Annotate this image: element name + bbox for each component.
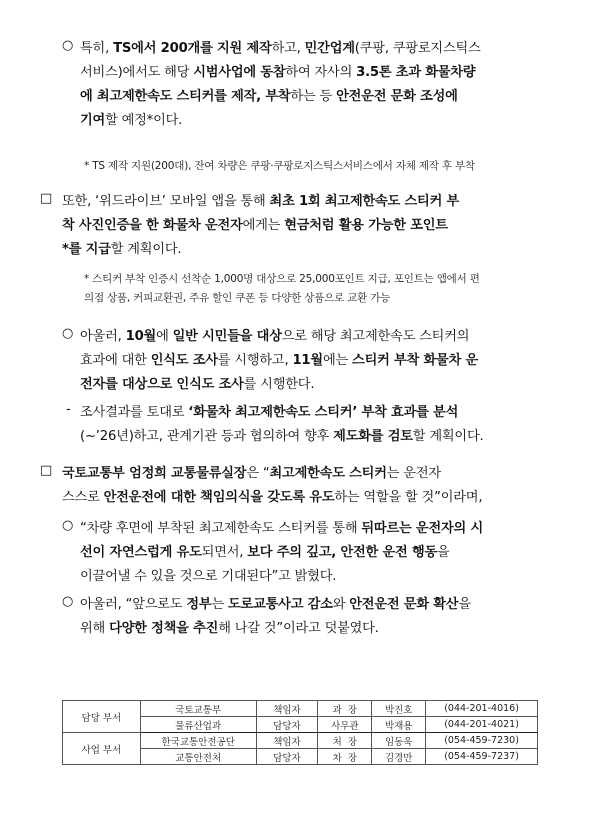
text-run: 스스로 (62, 490, 104, 505)
text-run: * TS 제작 지원(200대), 잔여 차량은 쿠팡·쿠팡로지스틱스서비스에서 자체 제작 후 부착 (84, 160, 475, 172)
contact-name: 박진호 (372, 701, 426, 717)
contact-category: 담당 부서 (63, 701, 141, 733)
text-line (80, 85, 481, 109)
text-run: “차량 후면에 부착된 최고제한속도 스티커를 통해 (80, 521, 362, 536)
text-line (80, 109, 481, 133)
text-run: 할 예정*이다. (105, 113, 183, 128)
text-line (80, 61, 481, 85)
contact-title: 차 장 (318, 749, 372, 765)
text-line (80, 401, 483, 425)
footnote-ts-support (84, 157, 475, 176)
bold-text-run: 10월 (125, 329, 157, 344)
text-line (80, 565, 483, 589)
text-run: 을 (437, 545, 450, 560)
text-run: 할 계획이다. (110, 242, 182, 257)
text-run: 할 계획이다. (412, 429, 484, 444)
text-run: 를 시행하고, (217, 353, 293, 368)
paragraph-quote-continued (80, 517, 483, 589)
text-run: 의점 상품, 커피교환권, 주유 할인 쿠폰 등 다양한 상품으로 교환 가능 (84, 292, 391, 304)
text-run: 를 시행한다. (243, 377, 315, 392)
circle-bullet-icon: ○ (62, 38, 74, 53)
bold-text-run: 기여 (80, 113, 106, 128)
paragraph-withdrive-points (62, 190, 459, 262)
text-run: 이끌어낼 수 있을 것으로 기대된다”고 밝혔다. (80, 569, 337, 584)
text-line (80, 373, 478, 397)
text-run: 하여 자사의 (285, 65, 357, 80)
bold-text-run: 11월 (292, 353, 323, 368)
text-line (80, 517, 483, 541)
contact-role: 담당자 (256, 717, 318, 733)
contact-title: 사무관 (318, 717, 372, 733)
bold-text-run: TS에서 200개를 지원 제작 (113, 41, 272, 56)
bold-text-run: 안전운전 문화 조성에 (336, 89, 458, 104)
contact-name: 임동욱 (372, 733, 426, 749)
bold-text-run: 현금처럼 활용 가능한 포인트 (284, 218, 448, 233)
contact-role: 책임자 (256, 733, 318, 749)
text-run: 와 (332, 597, 350, 612)
bold-text-run: 에 최고제한속도 스티커를 제작, 부착 (80, 89, 291, 104)
text-line (62, 238, 459, 262)
bold-text-run: 다양한 정책을 추진 (109, 621, 219, 636)
bold-text-run: 3.5톤 초과 화물차량 (356, 65, 476, 80)
paragraph-closing-remark (80, 593, 471, 641)
text-run: 에 (156, 329, 173, 344)
square-bullet-icon: □ (40, 191, 53, 206)
text-line (62, 214, 459, 238)
text-run: 하는 역할을 할 것”이라며, (334, 490, 483, 505)
text-line (84, 289, 480, 308)
text-line (62, 190, 459, 214)
paragraph-official-quote (62, 462, 482, 510)
text-run: 또한, ‘위드라이브’ 모바일 앱을 통해 (62, 194, 270, 209)
text-line (80, 349, 478, 373)
text-line (84, 157, 475, 176)
contact-category: 사업 부서 (63, 733, 141, 765)
contact-department: 국토교통부 (140, 701, 256, 717)
paragraph-analysis (80, 401, 483, 449)
circle-bullet-icon: ○ (62, 594, 74, 609)
bold-text-run: 전자를 대상으로 인식도 조사 (80, 377, 244, 392)
bold-text-run: 인식도 조사 (150, 353, 218, 368)
text-line (80, 425, 483, 449)
bold-text-run: 일반 시민들을 대상 (172, 329, 282, 344)
text-run: 해 나갈 것”이라고 덧붙였다. (218, 621, 379, 636)
contact-phone: (054-459-7237) (426, 749, 538, 765)
text-run: 는 (211, 597, 228, 612)
contact-role: 담당자 (256, 749, 318, 765)
circle-bullet-icon: ○ (62, 326, 74, 341)
text-line (80, 541, 483, 565)
text-run: 으로 해당 최고제한속도 스티커의 (281, 329, 470, 344)
text-run: 에게는 (242, 218, 285, 233)
text-run: 아울러, (80, 329, 126, 344)
text-run: 을 (458, 597, 471, 612)
paragraph-ts-support (80, 37, 481, 133)
text-line (62, 486, 482, 510)
text-run: 에는 (322, 353, 353, 368)
contact-name: 김경만 (372, 749, 426, 765)
bold-text-run: 시범사업에 동참 (193, 65, 286, 80)
text-run: 되면서, (201, 545, 248, 560)
dash-bullet-icon: - (66, 402, 71, 417)
bold-text-run: 민간업계 (304, 41, 355, 56)
contact-department: 교통안전처 (140, 749, 256, 765)
contact-name: 박재용 (372, 717, 426, 733)
circle-bullet-icon: ○ (62, 518, 74, 533)
text-run: 하는 등 (290, 89, 337, 104)
text-run: (~’26년)하고, 관계기관 등과 협의하여 향후 (80, 429, 334, 444)
bold-text-run: 뒤따르는 운전자의 시 (361, 521, 484, 536)
text-run: 하고, (271, 41, 305, 56)
contact-role: 책임자 (256, 701, 318, 717)
text-run: * 스티커 부착 인증시 선착순 1,000명 대상으로 25,000포인트 지급, 포인트는 앱에서 편 (84, 273, 480, 285)
text-line (80, 593, 471, 617)
square-bullet-icon: □ (40, 463, 53, 478)
contact-phone: (044-201-4021) (426, 717, 538, 733)
text-line (84, 270, 480, 289)
text-run: 서비스)에서도 해당 (80, 65, 194, 80)
text-run: 아울러, “앞으로도 (80, 597, 187, 612)
bold-text-run: 국토교통부 엄정희 교통물류실장 (62, 466, 247, 481)
paragraph-survey (80, 325, 478, 397)
contact-department: 물류산업과 (140, 717, 256, 733)
text-run: 특히, (80, 41, 114, 56)
text-line (62, 462, 482, 486)
bold-text-run: 도로교통사고 감소 (228, 597, 333, 612)
text-run: 조사결과를 토대로 (80, 405, 189, 420)
text-run: 위해 (80, 621, 110, 636)
bold-text-run: 최고제한속도 스티커 (269, 466, 387, 481)
footnote-points (84, 270, 480, 308)
bold-text-run: 스티커 부착 화물차 운 (352, 353, 479, 368)
contact-phone: (044-201-4016) (426, 701, 538, 717)
text-line (80, 617, 471, 641)
text-run: 효과에 대한 (80, 353, 151, 368)
text-run: (쿠팡, 쿠팡로지스틱스 (354, 41, 481, 56)
bold-text-run: 선이 자연스럽게 유도 (80, 545, 202, 560)
bold-text-run: 보다 주의 깊고, 안전한 운전 행동 (247, 545, 438, 560)
contact-title: 과 장 (318, 701, 372, 717)
bold-text-run: *를 지급 (62, 242, 111, 257)
text-line (80, 325, 478, 349)
contact-title: 처 장 (318, 733, 372, 749)
bold-text-run: 최초 1회 최고제한속도 스티커 부 (269, 194, 460, 209)
text-line (80, 37, 481, 61)
bold-text-run: 안전운전에 대한 책임의식을 갖도록 유도 (103, 490, 335, 505)
text-run: 는 운전자 (386, 466, 441, 481)
bold-text-run: 착 사진인증을 한 화물차 운전자 (62, 218, 243, 233)
bold-text-run: 제도화를 검토 (333, 429, 413, 444)
text-run: 은 “ (246, 466, 270, 481)
bold-text-run: ‘화물차 최고제한속도 스티커’ 부착 효과를 분석 (188, 405, 459, 420)
contact-phone: (054-459-7230) (426, 733, 538, 749)
contact-table (62, 700, 538, 765)
bold-text-run: 정부 (186, 597, 212, 612)
bold-text-run: 안전운전 문화 확산 (349, 597, 459, 612)
contact-department: 한국교통안전공단 (140, 733, 256, 749)
